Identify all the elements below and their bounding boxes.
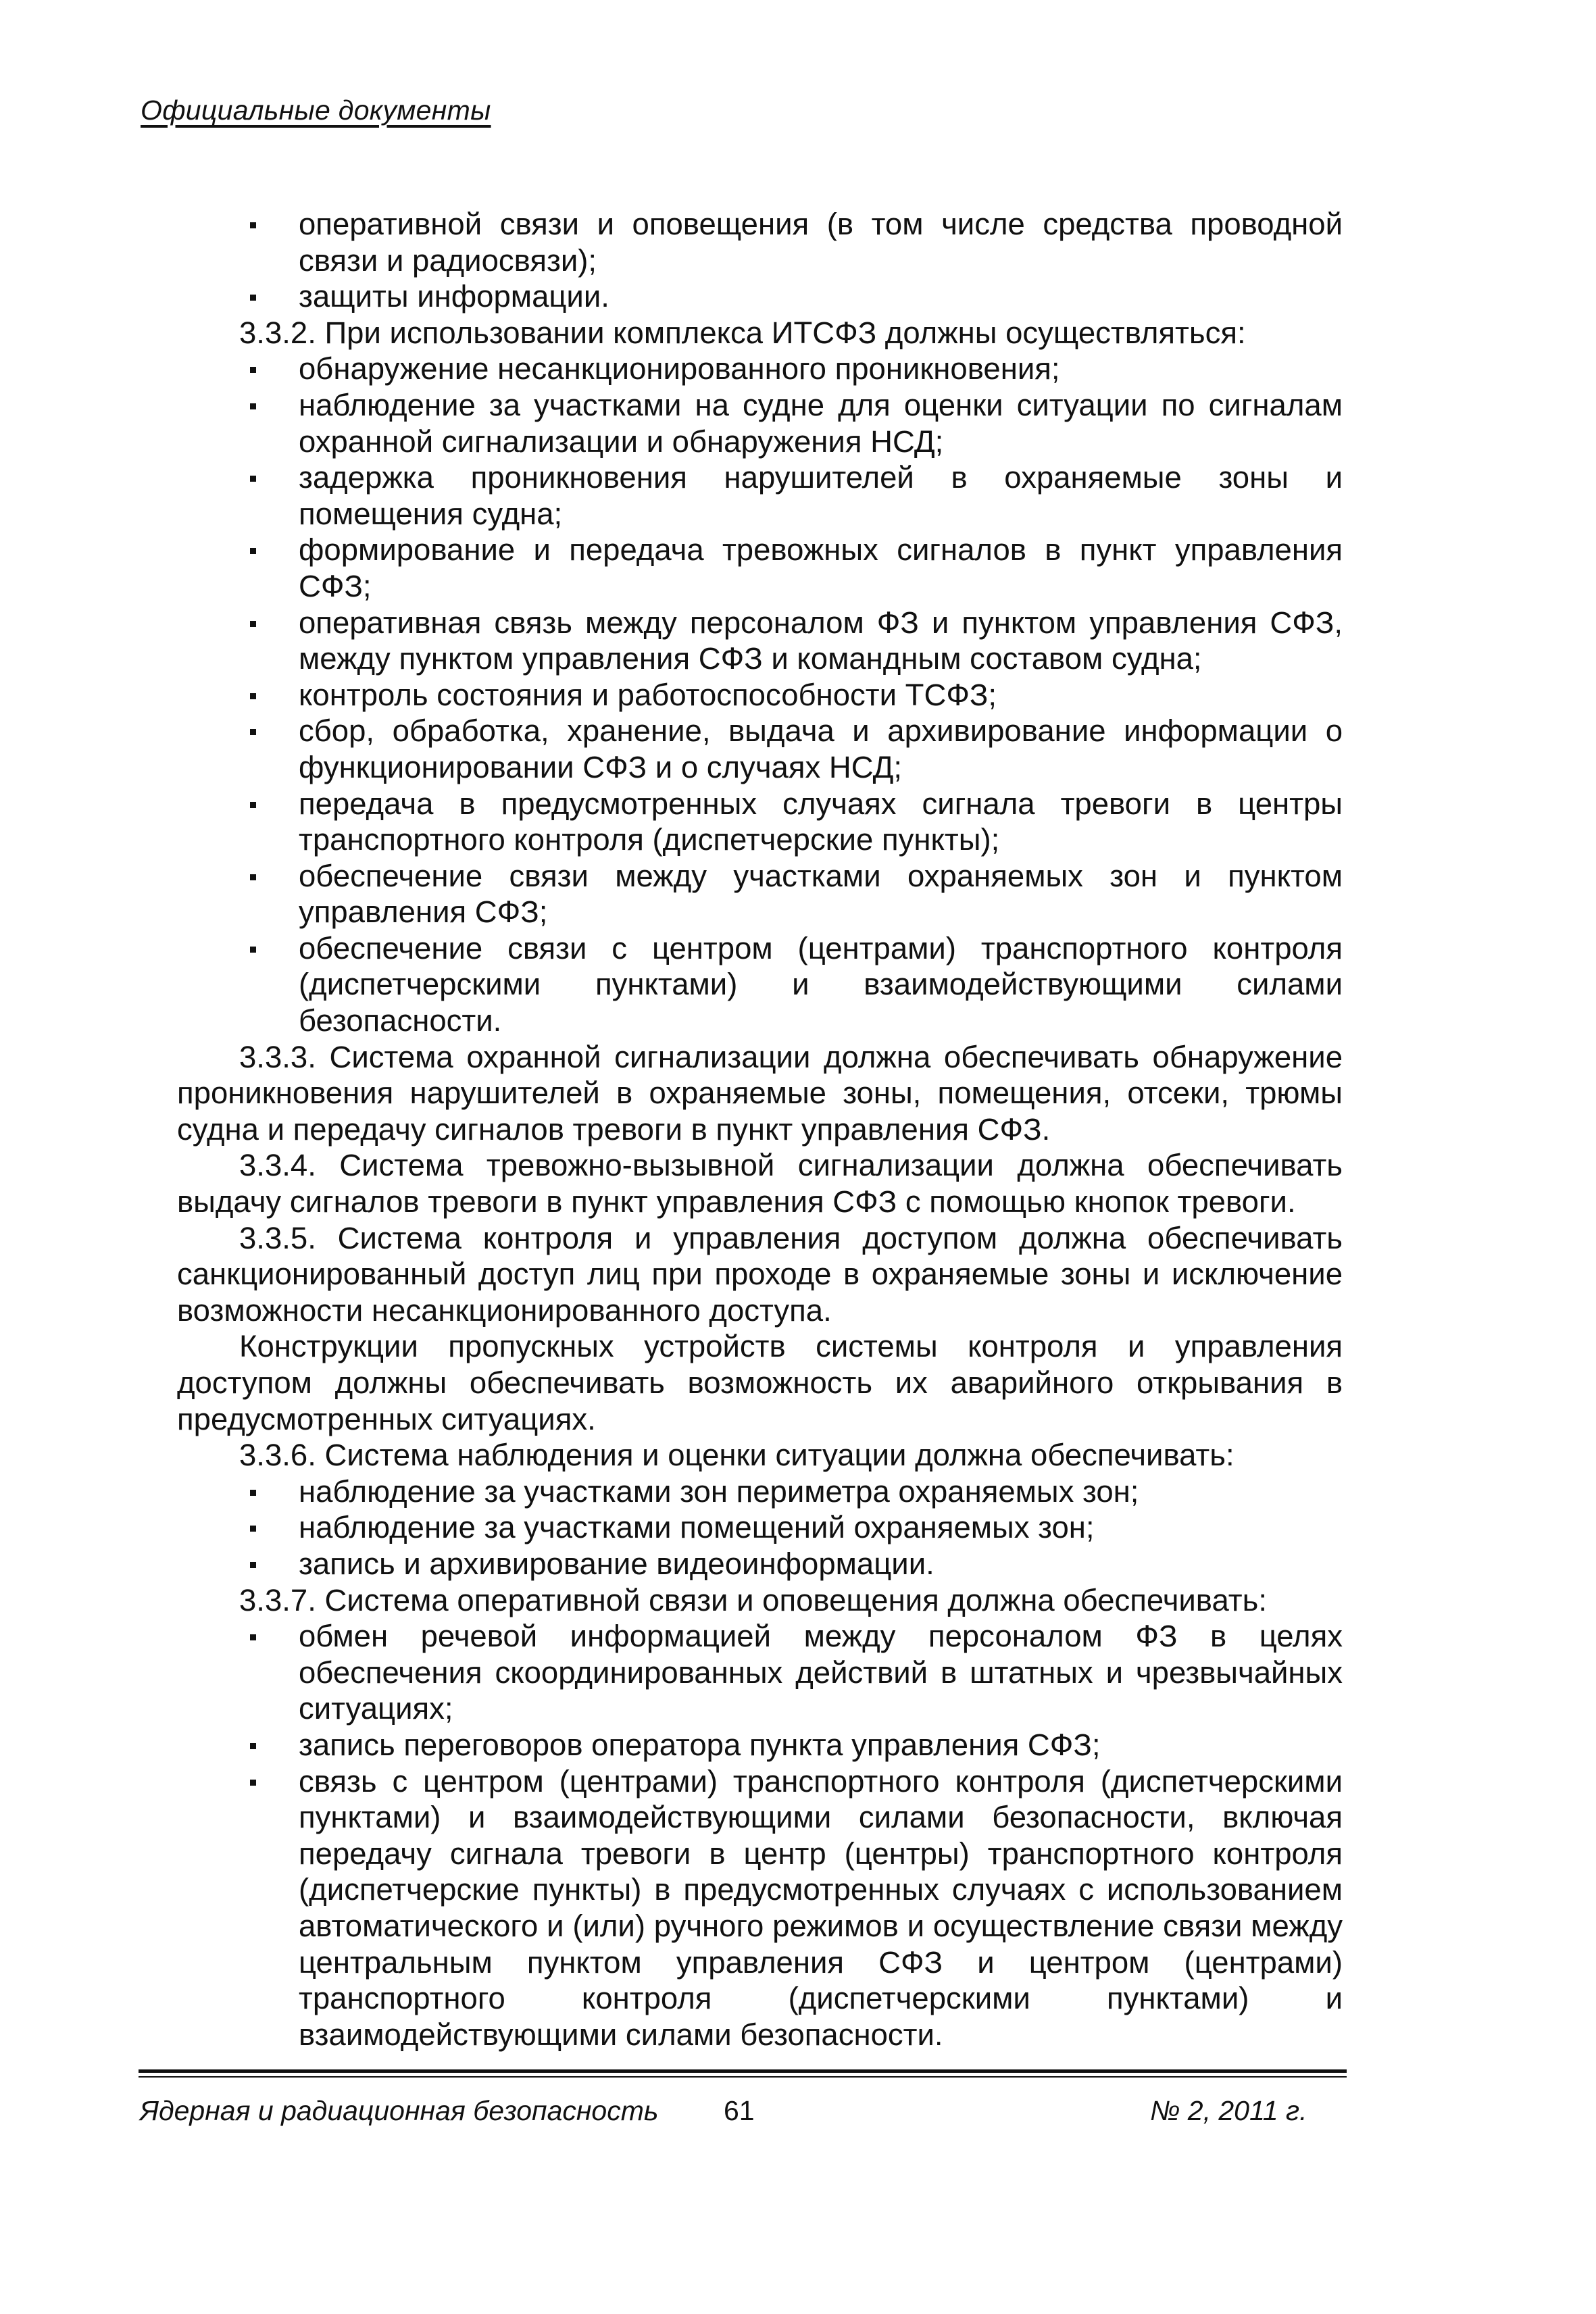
- list-item: сбор, обработка, хранение, выдача и архивирование информации о функционировании СФЗ и о случаях НСД;: [177, 713, 1343, 785]
- footer-journal-title: Ядерная и радиационная безопасность: [140, 2095, 659, 2126]
- list-item: обеспечение связи с центром (центрами) транспортного контроля (диспетчерскими пунктами) и взаимодействующими силами безопасности.: [177, 930, 1343, 1039]
- footer-issue: № 2, 2011 г.: [1150, 2095, 1307, 2126]
- list-item: контроль состояния и работоспособности ТСФЗ;: [177, 677, 1343, 713]
- section-3-3-4-paragraph: 3.3.4. Система тревожно-вызывной сигнализации должна обеспечивать выдачу сигналов тревоги в пункт управления СФЗ с помощью кнопок тревоги.: [177, 1148, 1343, 1219]
- section-3-3-7-heading: 3.3.7. Система оперативной связи и оповещения должна обеспечивать:: [239, 1582, 1267, 1617]
- list-item: запись и архивирование видеоинформации.: [177, 1546, 1343, 1582]
- list-item: оперативная связь между персоналом ФЗ и пунктом управления СФЗ, между пунктом управления СФЗ и командным составом судна;: [177, 605, 1343, 677]
- list-item: наблюдение за участками на судне для оценки ситуации по сигналам охранной сигнализации и обнаружения НСД;: [177, 387, 1343, 459]
- list-item: передача в предусмотренных случаях сигнала тревоги в центры транспортного контроля (диспетчерские пункты);: [177, 786, 1343, 858]
- bullet-list: [177, 1474, 1343, 1582]
- section-3-3-5-paragraph: 3.3.5. Система контроля и управления доступом должна обеспечивать санкционированный доступ лиц при проходе в охраняемые зоны и исключение возможности несанкционированного доступа.: [177, 1220, 1343, 1328]
- list-item: обеспечение связи между участками охраняемых зон и пунктом управления СФЗ;: [177, 858, 1343, 930]
- document-body: [177, 206, 1343, 2053]
- list-item: задержка проникновения нарушителей в охраняемые зоны и помещения судна;: [177, 459, 1343, 532]
- list-item: связь с центром (центрами) транспортного контроля (диспетчерскими пунктами) и взаимодействующими силами безопасности, включая передачу сигнала тревоги в центр (центры) транспортного контроля (диспетчерские пункты) в предусмотренных случаях с использованием автоматического и (или) ручного режимов и осуществление связи между центральным пунктом управления СФЗ и центром (центрами) транспортного контроля (диспетчерскими пунктами) и взаимодействующими силами безопасности.: [177, 1763, 1343, 2053]
- section-3-3-6-heading: 3.3.6. Система наблюдения и оценки ситуации должна обеспечивать:: [239, 1438, 1235, 1473]
- list-item: обмен речевой информацией между персоналом ФЗ в целях обеспечения скоординированных действий в штатных и чрезвычайных ситуациях;: [177, 1618, 1343, 1727]
- list-item: запись переговоров оператора пункта управления СФЗ;: [177, 1727, 1343, 1763]
- list-item: наблюдение за участками зон периметра охраняемых зон;: [177, 1474, 1343, 1510]
- page-number: 61: [724, 2095, 755, 2126]
- list-item: защиты информации.: [177, 278, 1343, 315]
- section-3-3-2-heading: 3.3.2. При использовании комплекса ИТСФЗ должны осуществляться:: [239, 315, 1246, 350]
- bullet-list: [177, 351, 1343, 1038]
- list-item: наблюдение за участками помещений охраняемых зон;: [177, 1509, 1343, 1546]
- list-item: оперативной связи и оповещения (в том числе средства проводной связи и радиосвязи);: [177, 206, 1343, 278]
- footer-rule-thick: [139, 2069, 1347, 2073]
- bullet-list: [177, 206, 1343, 315]
- section-3-3-3-paragraph: 3.3.3. Система охранной сигнализации должна обеспечивать обнаружение проникновения нарушителей в охраняемые зоны, помещения, отсеки, трюмы судна и передачу сигналов тревоги в пункт управления СФЗ.: [177, 1039, 1343, 1147]
- paragraph: Конструкции пропускных устройств системы контроля и управления доступом должны обеспечивать возможность их аварийного открывания в предусмотренных ситуациях.: [177, 1329, 1343, 1436]
- footer-rule-thin: [139, 2076, 1347, 2078]
- list-item: обнаружение несанкционированного проникновения;: [177, 351, 1343, 387]
- list-item: формирование и передача тревожных сигналов в пункт управления СФЗ;: [177, 532, 1343, 604]
- bullet-list: [177, 1618, 1343, 2053]
- running-header-title: Официальные документы: [141, 95, 491, 126]
